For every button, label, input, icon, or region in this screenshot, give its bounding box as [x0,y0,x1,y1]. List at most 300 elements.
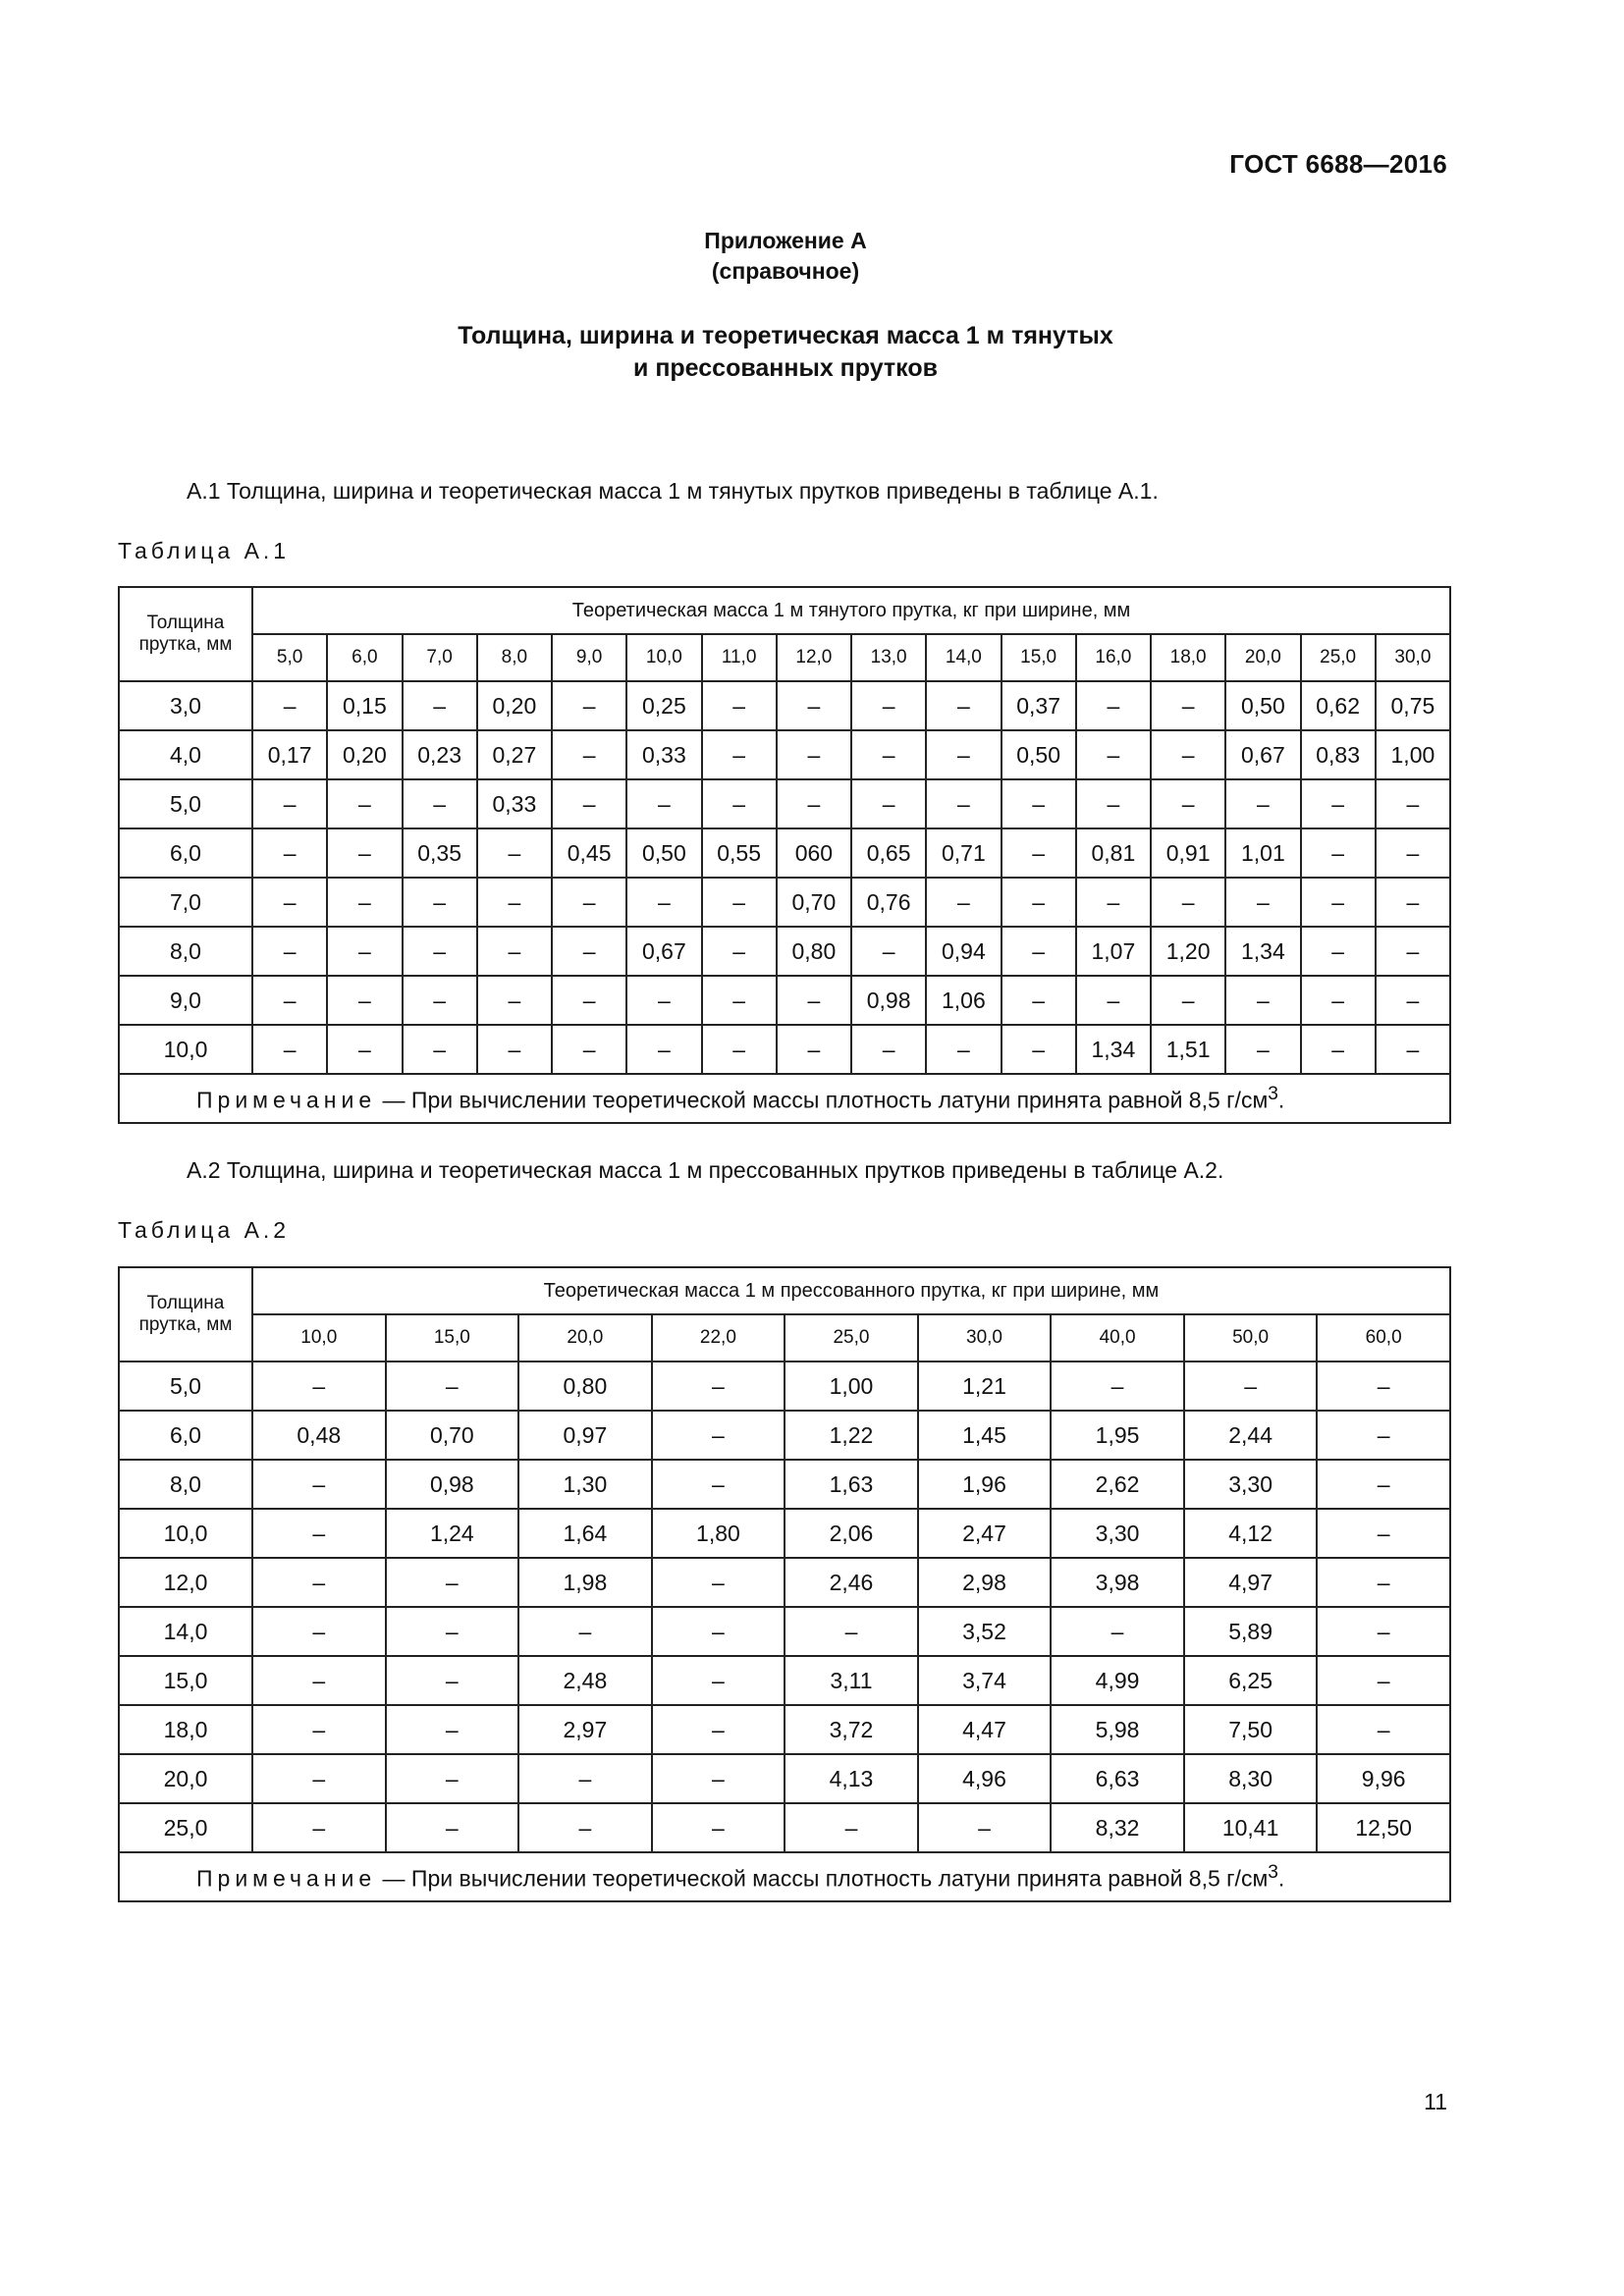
mass-cell: – [252,1509,386,1558]
mass-cell: 0,48 [252,1411,386,1460]
mass-cell: 6,25 [1184,1656,1318,1705]
note-row [119,1852,1450,1901]
mass-cell: 0,94 [926,927,1001,976]
mass-cell: – [327,878,402,927]
mass-cell: 3,11 [785,1656,918,1705]
thickness-header: Толщина прутка, мм [119,1267,252,1362]
mass-cell: – [626,976,701,1025]
mass-cell: 2,48 [518,1656,652,1705]
mass-cell: 10,41 [1184,1803,1318,1852]
mass-cell: – [518,1754,652,1803]
mass-cell: – [252,1460,386,1509]
mass-cell: – [926,1025,1001,1074]
mass-cell: 0,76 [851,878,926,927]
mass-cell: – [252,1803,386,1852]
table-a1-caption: Таблица А.1 [118,538,291,563]
mass-cell: – [518,1803,652,1852]
mass-header: Теоретическая масса 1 м тянутого прутка, кг при ширине, мм [252,587,1450,634]
note-end: . [1277,1865,1285,1892]
mass-cell: – [1376,779,1450,828]
mass-cell: – [252,1705,386,1754]
mass-cell: – [252,1656,386,1705]
width-header: 7,0 [403,634,477,681]
mass-cell: 0,15 [327,681,402,730]
mass-cell: – [702,730,777,779]
note-superscript: 3 [1268,1861,1278,1883]
mass-cell: 4,13 [785,1754,918,1803]
mass-cell: – [386,1607,519,1656]
mass-cell: – [552,976,626,1025]
thickness-cell: 4,0 [119,730,252,779]
mass-cell: 1,95 [1051,1411,1184,1460]
width-header: 16,0 [1076,634,1151,681]
mass-cell: – [403,927,477,976]
mass-cell: 0,91 [1151,828,1225,878]
mass-cell: 1,51 [1151,1025,1225,1074]
mass-cell: 0,27 [477,730,552,779]
mass-cell: – [403,878,477,927]
mass-cell: – [851,927,926,976]
table-row [119,681,1450,730]
mass-cell: – [252,779,327,828]
mass-cell: – [652,1460,785,1509]
mass-cell: – [1151,681,1225,730]
annex-title-line-1: Толщина, ширина и теоретическая масса 1 м тянутых [458,322,1113,349]
width-header: 10,0 [626,634,701,681]
page-number: 11 [1424,2089,1447,2114]
mass-cell: 1,22 [785,1411,918,1460]
mass-cell: – [702,681,777,730]
thickness-cell: 15,0 [119,1656,252,1705]
thickness-cell: 8,0 [119,927,252,976]
mass-cell: – [552,1025,626,1074]
mass-cell: 12,50 [1317,1803,1450,1852]
thickness-header: Толщина прутка, мм [119,587,252,681]
mass-cell: – [1376,878,1450,927]
mass-cell: – [1225,779,1300,828]
mass-cell: – [252,1025,327,1074]
table-row [119,1705,1450,1754]
mass-cell: 0,33 [477,779,552,828]
mass-cell: – [702,927,777,976]
mass-cell: 5,89 [1184,1607,1318,1656]
width-header: 18,0 [1151,634,1225,681]
mass-cell: 8,32 [1051,1803,1184,1852]
width-header: 15,0 [386,1314,519,1362]
mass-cell: – [1376,1025,1450,1074]
thickness-cell: 6,0 [119,1411,252,1460]
mass-cell: 0,45 [552,828,626,878]
mass-cell: – [252,1558,386,1607]
mass-cell: 0,71 [926,828,1001,878]
mass-cell: – [652,1607,785,1656]
mass-cell: – [552,730,626,779]
mass-cell: – [1317,1705,1450,1754]
mass-cell: – [386,1656,519,1705]
thickness-cell: 8,0 [119,1460,252,1509]
mass-cell: – [1301,1025,1376,1074]
mass-cell: – [477,927,552,976]
note-label: Примечание [196,1865,377,1892]
note-superscript: 3 [1268,1083,1278,1104]
mass-cell: 0,98 [851,976,926,1025]
mass-cell: – [1225,878,1300,927]
mass-cell: 7,50 [1184,1705,1318,1754]
mass-cell: 0,81 [1076,828,1151,878]
mass-cell: – [652,1411,785,1460]
table-row [119,1362,1450,1411]
mass-cell: 0,20 [477,681,552,730]
mass-cell: 0,67 [1225,730,1300,779]
mass-cell: 0,37 [1001,681,1076,730]
mass-cell: – [1317,1558,1450,1607]
mass-cell: 4,47 [918,1705,1052,1754]
width-header: 30,0 [1376,634,1450,681]
mass-cell: – [652,1656,785,1705]
width-header: 12,0 [777,634,851,681]
mass-cell: – [518,1607,652,1656]
mass-cell: – [1001,878,1076,927]
mass-cell: 4,96 [918,1754,1052,1803]
thickness-cell: 3,0 [119,681,252,730]
mass-cell: – [652,1705,785,1754]
thickness-cell: 25,0 [119,1803,252,1852]
mass-cell: – [252,681,327,730]
table-a2-caption: Таблица А.2 [118,1217,291,1243]
mass-cell: – [1225,976,1300,1025]
mass-cell: – [918,1803,1052,1852]
mass-cell: – [1151,779,1225,828]
mass-cell: – [1301,878,1376,927]
mass-cell: – [252,1362,386,1411]
mass-cell: – [477,1025,552,1074]
width-header: 50,0 [1184,1314,1318,1362]
standard-code: ГОСТ 6688—2016 [1229,149,1447,179]
width-header: 40,0 [1051,1314,1184,1362]
mass-cell: 0,80 [518,1362,652,1411]
mass-cell: – [552,927,626,976]
table-row [119,927,1450,976]
mass-cell: 1,01 [1225,828,1300,878]
table-row [119,1607,1450,1656]
mass-cell: 1,30 [518,1460,652,1509]
mass-cell: 6,63 [1051,1754,1184,1803]
mass-cell: – [652,1754,785,1803]
mass-cell: 0,50 [1225,681,1300,730]
table-note [119,1074,1450,1123]
note-text: — При вычислении теоретической массы плотность латуни принята равной 8,5 г/см [376,1865,1269,1892]
annex-type: (справочное) [711,258,860,284]
width-header: 22,0 [652,1314,785,1362]
mass-cell: 1,21 [918,1362,1052,1411]
mass-cell: 2,98 [918,1558,1052,1607]
mass-cell: 0,25 [626,681,701,730]
mass-cell: 060 [777,828,851,878]
table-note [119,1852,1450,1901]
mass-cell: – [1317,1509,1450,1558]
mass-cell: 4,12 [1184,1509,1318,1558]
mass-cell: – [327,1025,402,1074]
thickness-cell: 9,0 [119,976,252,1025]
mass-cell: – [403,1025,477,1074]
thickness-cell: 14,0 [119,1607,252,1656]
mass-cell: – [1076,779,1151,828]
table-a1 [118,586,1451,1124]
mass-cell: 3,52 [918,1607,1052,1656]
width-header: 11,0 [702,634,777,681]
table-row [119,1025,1450,1074]
width-header: 8,0 [477,634,552,681]
mass-cell: 1,45 [918,1411,1052,1460]
mass-cell: – [626,779,701,828]
mass-cell: 2,62 [1051,1460,1184,1509]
mass-cell: 0,98 [386,1460,519,1509]
mass-cell: 2,47 [918,1509,1052,1558]
mass-cell: – [327,927,402,976]
mass-cell: 3,74 [918,1656,1052,1705]
mass-cell: – [1376,828,1450,878]
mass-cell: 0,65 [851,828,926,878]
mass-cell: 1,24 [386,1509,519,1558]
mass-cell: 3,30 [1051,1509,1184,1558]
width-header: 13,0 [851,634,926,681]
width-header: 14,0 [926,634,1001,681]
mass-cell: – [477,828,552,878]
mass-cell: – [327,976,402,1025]
mass-cell: – [1184,1362,1318,1411]
table-row [119,1754,1450,1803]
mass-cell: – [1151,878,1225,927]
mass-cell: – [1317,1460,1450,1509]
mass-cell: – [252,828,327,878]
table-row [119,730,1450,779]
mass-cell: – [777,681,851,730]
mass-cell: 4,97 [1184,1558,1318,1607]
mass-header: Теоретическая масса 1 м прессованного прутка, кг при ширине, мм [252,1267,1450,1314]
mass-cell: – [403,681,477,730]
mass-cell: – [626,1025,701,1074]
mass-cell: – [552,878,626,927]
mass-cell: 0,83 [1301,730,1376,779]
mass-cell: – [626,878,701,927]
mass-cell: – [1301,828,1376,878]
mass-cell: – [777,976,851,1025]
mass-cell: – [252,927,327,976]
mass-cell: – [702,878,777,927]
mass-cell: 0,75 [1376,681,1450,730]
mass-cell: – [252,1607,386,1656]
mass-cell: 1,06 [926,976,1001,1025]
mass-cell: – [1301,779,1376,828]
mass-cell: – [926,730,1001,779]
thickness-cell: 5,0 [119,779,252,828]
mass-cell: – [926,779,1001,828]
mass-cell: 0,70 [386,1411,519,1460]
mass-cell: – [1051,1362,1184,1411]
mass-cell: – [1001,828,1076,878]
mass-cell: – [1317,1411,1450,1460]
table-row [119,828,1450,878]
note-row [119,1074,1450,1123]
mass-cell: 1,34 [1225,927,1300,976]
thickness-cell: 10,0 [119,1025,252,1074]
width-header: 6,0 [327,634,402,681]
mass-cell: 4,99 [1051,1656,1184,1705]
thickness-cell: 10,0 [119,1509,252,1558]
mass-cell: – [1376,927,1450,976]
thickness-cell: 5,0 [119,1362,252,1411]
annex-label: Приложение А [704,228,867,253]
mass-cell: – [702,976,777,1025]
table-row [119,878,1450,927]
mass-cell: – [785,1607,918,1656]
mass-cell: – [652,1803,785,1852]
mass-cell: 0,67 [626,927,701,976]
mass-cell: – [1301,927,1376,976]
mass-cell: – [386,1362,519,1411]
annex-heading [0,226,1571,287]
mass-cell: – [252,976,327,1025]
paragraph-a1: А.1 Толщина, ширина и теоретическая масса 1 м тянутых прутков приведены в таблице А.1. [187,478,1159,504]
annex-title-line-2: и прессованных прутков [633,354,938,382]
mass-cell: 3,72 [785,1705,918,1754]
table-row [119,779,1450,828]
mass-cell: 3,98 [1051,1558,1184,1607]
mass-cell: 1,07 [1076,927,1151,976]
mass-cell: – [1301,976,1376,1025]
table-row [119,1803,1450,1852]
table-row [119,1656,1450,1705]
mass-cell: – [1076,681,1151,730]
mass-cell: 0,55 [702,828,777,878]
mass-cell: – [652,1362,785,1411]
mass-cell: 1,20 [1151,927,1225,976]
mass-cell: – [386,1754,519,1803]
width-header: 9,0 [552,634,626,681]
mass-cell: 0,80 [777,927,851,976]
note-end: . [1277,1087,1285,1113]
mass-cell: – [1151,976,1225,1025]
mass-cell: 2,97 [518,1705,652,1754]
mass-cell: 0,20 [327,730,402,779]
note-label: Примечание [196,1087,377,1113]
thickness-cell: 18,0 [119,1705,252,1754]
thickness-cell: 7,0 [119,878,252,927]
mass-cell: 0,62 [1301,681,1376,730]
mass-cell: 2,06 [785,1509,918,1558]
mass-cell: – [477,976,552,1025]
mass-cell: – [327,779,402,828]
mass-cell: – [477,878,552,927]
mass-cell: – [1317,1656,1450,1705]
mass-cell: 1,34 [1076,1025,1151,1074]
mass-cell: – [252,878,327,927]
thickness-cell: 6,0 [119,828,252,878]
mass-cell: 9,96 [1317,1754,1450,1803]
table-a2 [118,1266,1451,1902]
mass-cell: – [777,1025,851,1074]
mass-cell: 1,00 [785,1362,918,1411]
mass-cell: 2,46 [785,1558,918,1607]
mass-cell: – [702,1025,777,1074]
annex-title [0,320,1571,385]
mass-cell: – [1076,730,1151,779]
width-header: 10,0 [252,1314,386,1362]
thickness-cell: 20,0 [119,1754,252,1803]
mass-cell: – [851,730,926,779]
mass-cell: – [1001,1025,1076,1074]
mass-cell: – [1317,1362,1450,1411]
mass-cell: – [1317,1607,1450,1656]
mass-cell: – [777,730,851,779]
mass-cell: – [1151,730,1225,779]
mass-cell: – [1001,927,1076,976]
mass-cell: 2,44 [1184,1411,1318,1460]
mass-cell: – [386,1705,519,1754]
mass-cell: 1,64 [518,1509,652,1558]
mass-cell: – [926,878,1001,927]
mass-cell: – [1051,1607,1184,1656]
mass-cell: – [785,1803,918,1852]
width-header: 25,0 [1301,634,1376,681]
mass-cell: – [652,1558,785,1607]
mass-cell: 0,50 [626,828,701,878]
mass-cell: – [1076,976,1151,1025]
note-text: — При вычислении теоретической массы плотность латуни принята равной 8,5 г/см [376,1087,1269,1113]
mass-cell: – [851,681,926,730]
table-row [119,1411,1450,1460]
width-header: 5,0 [252,634,327,681]
width-header: 15,0 [1001,634,1076,681]
mass-cell: – [1001,779,1076,828]
mass-cell: – [386,1803,519,1852]
mass-cell: 0,33 [626,730,701,779]
mass-cell: – [926,681,1001,730]
width-header: 20,0 [518,1314,652,1362]
mass-cell: – [327,828,402,878]
mass-cell: – [1376,976,1450,1025]
mass-cell: – [403,779,477,828]
mass-cell: 5,98 [1051,1705,1184,1754]
width-header: 60,0 [1317,1314,1450,1362]
mass-cell: – [552,681,626,730]
mass-cell: 3,30 [1184,1460,1318,1509]
mass-cell: – [702,779,777,828]
table-row [119,1509,1450,1558]
table-row [119,1558,1450,1607]
mass-cell: – [851,1025,926,1074]
mass-cell: – [1001,976,1076,1025]
mass-cell: – [552,779,626,828]
mass-cell: – [403,976,477,1025]
mass-cell: 1,00 [1376,730,1450,779]
mass-cell: 1,96 [918,1460,1052,1509]
mass-cell: – [386,1558,519,1607]
mass-cell: 0,17 [252,730,327,779]
mass-cell: – [851,779,926,828]
table-row [119,1460,1450,1509]
mass-cell: 1,63 [785,1460,918,1509]
mass-cell: – [777,779,851,828]
width-header: 30,0 [918,1314,1052,1362]
mass-cell: 1,98 [518,1558,652,1607]
mass-cell: 1,80 [652,1509,785,1558]
thickness-cell: 12,0 [119,1558,252,1607]
mass-cell: 0,50 [1001,730,1076,779]
width-header: 20,0 [1225,634,1300,681]
mass-cell: 8,30 [1184,1754,1318,1803]
mass-cell: – [252,1754,386,1803]
